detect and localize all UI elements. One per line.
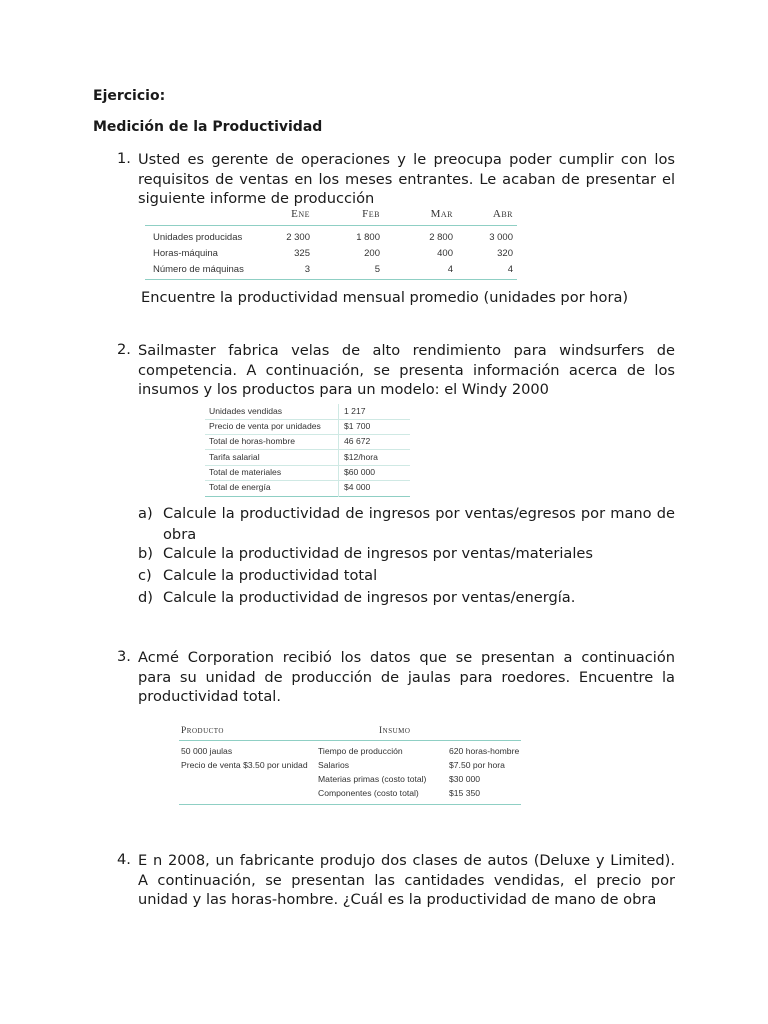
list-item-label: a): [138, 505, 153, 522]
cell-value: 200: [364, 248, 380, 259]
row-label: Tiempo de producción: [318, 746, 403, 756]
exercise-2-subquestions: [138, 503, 678, 606]
col-header-product: Producto: [181, 726, 224, 736]
cell-value: $7.50 por hora: [449, 760, 505, 770]
row-label: Salarios: [318, 760, 350, 770]
cell-value: 325: [294, 248, 310, 259]
cell-value: $15 350: [449, 788, 481, 798]
list-item-text: Calcule la productividad de ingresos por ventas/energía.: [163, 589, 576, 606]
col-header-ene: Ene: [291, 208, 310, 220]
list-item-label: d): [138, 589, 153, 606]
cell-value: 620 horas-hombre: [449, 746, 520, 756]
exercise-1-text: Usted es gerente de operaciones y le preocupa poder cumplir con los requisitos de ventas en los meses entrantes. Le acaban de presentar el siguiente informe de producción: [138, 151, 675, 207]
table-rule-bottom: [205, 496, 410, 497]
cell-value: 4: [507, 264, 513, 275]
row-label: Total de horas-hombre: [209, 436, 295, 446]
exercise-3-number: 3.: [117, 648, 131, 665]
exercise-heading: Ejercicio:: [93, 88, 166, 104]
col-header-input: Insumo: [379, 726, 411, 736]
exercise-1-number: 1.: [117, 150, 131, 167]
cell-value: 2 800: [429, 232, 453, 243]
row-label: Total de materiales: [209, 467, 282, 477]
table-rule-top: [179, 740, 521, 741]
product-line: Precio de venta $3.50 por unidad: [181, 760, 308, 770]
cell-value: $12/hora: [344, 452, 378, 462]
row-label: Número de máquinas: [153, 264, 244, 275]
exercise-2-number: 2.: [117, 341, 131, 358]
cell-value: $30 000: [449, 774, 481, 784]
row-label: Precio de venta por unidades: [209, 421, 321, 431]
list-item-text: Calcule la productividad total: [163, 567, 378, 584]
row-label: Materias primas (costo total): [318, 774, 427, 784]
cell-value: 320: [497, 248, 513, 259]
list-item-text: Calcule la productividad de ingresos por ventas/egresos por mano de obra: [163, 505, 675, 543]
cell-value: $60 000: [344, 467, 376, 477]
acme-table: [179, 726, 521, 806]
cell-value: 3 000: [489, 232, 513, 243]
cell-value: 400: [437, 248, 453, 259]
exercise-1-question: Encuentre la productividad mensual promedio (unidades por hora): [141, 289, 629, 306]
list-item-label: b): [138, 545, 153, 562]
cell-value: $4 000: [344, 482, 371, 492]
cell-value: 2 300: [286, 232, 310, 243]
production-report-table: [145, 208, 517, 280]
row-divider: [205, 465, 410, 466]
row-label: Tarifa salarial: [209, 452, 260, 462]
exercise-3-text: Acmé Corporation recibió los datos que se presentan a continuación para su unidad de producción de jaulas para roedores. Encuentre la productividad total.: [138, 649, 675, 705]
col-header-feb: Feb: [362, 208, 380, 220]
col-header-abr: Abr: [492, 208, 513, 220]
product-line: 50 000 jaulas: [181, 746, 233, 756]
row-label: Unidades producidas: [153, 232, 243, 243]
cell-value: 1 800: [356, 232, 380, 243]
table-rule-top: [145, 225, 517, 226]
row-divider: [205, 480, 410, 481]
column-divider: [338, 404, 339, 497]
exercise-2-text: Sailmaster fabrica velas de alto rendimiento para windsurfers de competencia. A continuación, se presenta información acerca de los insumos y los productos para un modelo: el Windy 2000: [138, 342, 675, 398]
list-item-label: c): [138, 567, 152, 584]
section-title: Medición de la Productividad: [93, 119, 323, 135]
cell-value: 5: [374, 264, 380, 275]
exercise-4-number: 4.: [117, 851, 131, 868]
row-label: Total de energía: [209, 482, 271, 492]
table-rule-bottom: [145, 279, 517, 280]
row-label: Unidades vendidas: [209, 406, 283, 416]
cell-value: 3: [304, 264, 310, 275]
sailmaster-table: [205, 404, 410, 497]
list-item-text: Calcule la productividad de ingresos por ventas/materiales: [163, 545, 594, 562]
row-divider: [205, 434, 410, 435]
cell-value: 46 672: [344, 436, 371, 446]
row-divider: [205, 449, 410, 450]
row-label: Horas-máquina: [153, 248, 218, 259]
cell-value: 1 217: [344, 406, 366, 416]
cell-value: $1 700: [344, 421, 371, 431]
cell-value: 4: [447, 264, 453, 275]
col-header-mar: Mar: [430, 208, 453, 220]
table-rule-bottom: [179, 804, 521, 805]
row-label: Componentes (costo total): [318, 788, 419, 798]
row-divider: [205, 419, 410, 420]
exercise-4-text: E n 2008, un fabricante produjo dos clases de autos (Deluxe y Limited). A continuación, se presentan las cantidades vendidas, el precio por unidad y las horas-hombre. ¿Cuál es la productividad de mano de obra: [138, 852, 675, 908]
